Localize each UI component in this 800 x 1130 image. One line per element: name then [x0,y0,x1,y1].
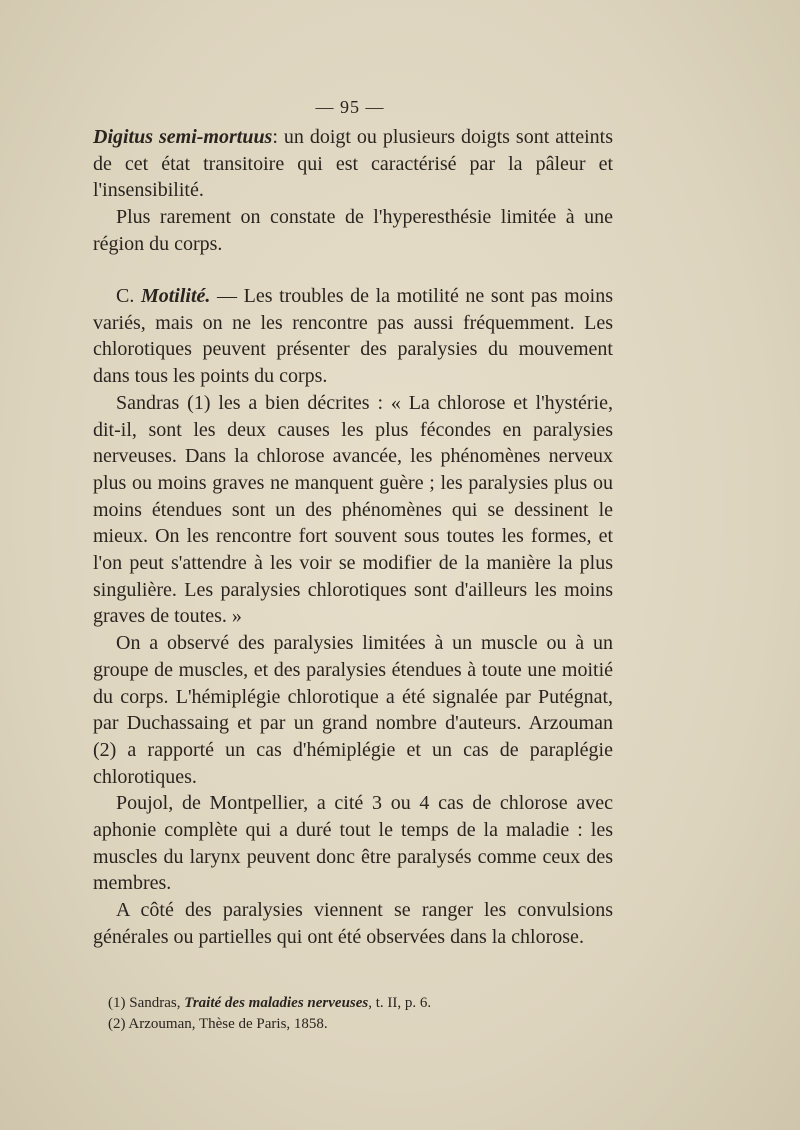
page-number: — 95 — [315,97,385,117]
paragraph-hyperesthesie: Plus rarement on constate de l'hyperesthésie limitée à une région du corps. [93,206,613,255]
term-digitus: Digitus semi-mortuus [93,126,273,148]
footnote-2 [108,1014,588,1035]
footnote-2-prefix: (2) Arzouman, Thèse de Paris, 1858. [108,1016,328,1032]
paragraph-digitus-text: : un doigt ou plusieurs doigts sont atteints de cet état transitoire qui est caractérisé par la pâleur et l'insensibilité. [93,126,613,202]
footnote-1-suffix: , t. II, p. 6. [368,995,432,1011]
paragraph-poujol: Poujol, de Montpellier, a cité 3 ou 4 cas de chlorose avec aphonie complète qui a duré tout le temps de la maladie : les muscles du larynx peuvent donc être paralysés comme ceux des membres. [93,792,613,895]
term-motilite: Motilité. [140,285,211,307]
paragraph-sandras: Sandras (1) les a bien décrites : « La chlorose et l'hystérie, dit-il, sont les deux causes les plus fécondes en paralysies nerveuses. Dans la chlorose avancée, les phénomènes nerveux plus ou moins graves ne manquent guère ; les paralysies plus ou moins étendues sont un des phénomènes qui se dessinent le mieux. On les rencontre fort souvent sous toutes les formes, et l'on peut s'attendre à les voir se modifier de la manière la plus singulière. Les paralysies chlorotiques sont d'ailleurs les moins graves de toutes. » [93,391,613,628]
paragraph-paralysies: On a observé des paralysies limitées à un muscle ou à un groupe de muscles, et des paralysies étendues à toute une moitié du corps. L'hémiplégie chlorotique a été signalée par Putégnat, par Duchassaing et par un grand nombre d'auteurs. Arzouman (2) a rapporté un cas d'hémiplégie et un cas de paraplégie chlorotiques. [93,632,613,788]
paragraph-convulsions: A côté des paralysies viennent se ranger les convulsions générales ou partielles qui ont été observées dans la chlorose. [93,899,613,948]
footnote-1-title: Traité des maladies nerveuses [184,995,369,1011]
footnotes [108,993,588,1035]
footnote-1 [108,993,588,1014]
paragraph-motilite [93,283,613,390]
section-letter: C. [116,285,141,307]
text-block-upper [93,124,613,258]
paragraph-motilite-text: — Les troubles de la motilité ne sont pas moins variés, mais on ne les rencontre pas aussi fréquemment. Les chlorotiques peuvent présenter des paralysies du mouvement dans tous les points du corps. [93,285,613,388]
paragraph-digitus [93,124,613,204]
footnote-1-prefix: (1) Sandras, [108,995,185,1011]
text-block-main [93,283,613,951]
